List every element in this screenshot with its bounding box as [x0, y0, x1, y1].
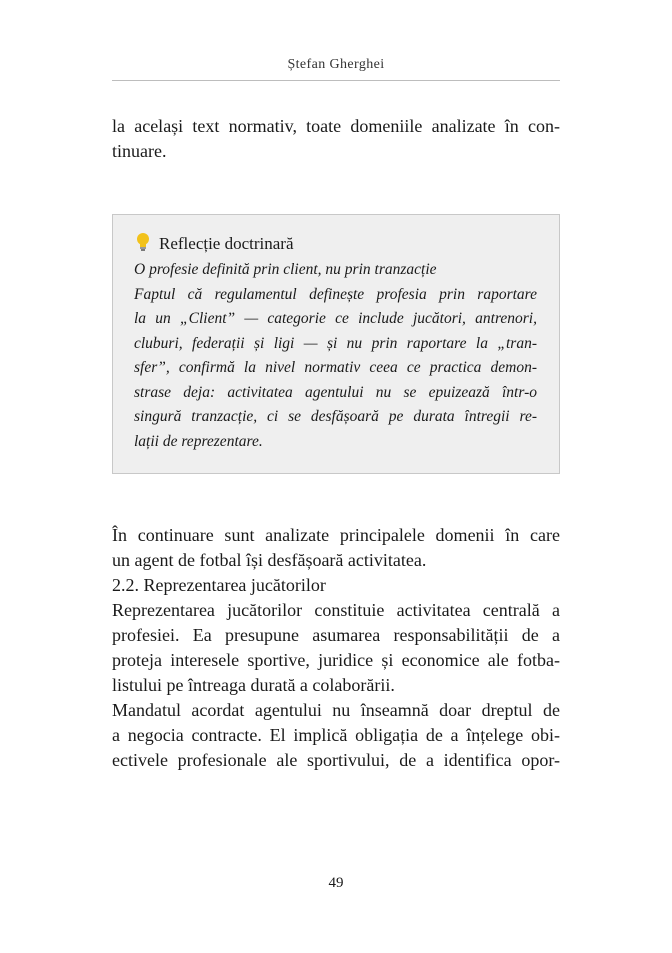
- callout-body: [134, 258, 537, 454]
- header-rule: [112, 80, 560, 81]
- body-line: profesiei. Ea presupune asumarea responsabilității de a: [112, 625, 560, 645]
- running-header-author: Ștefan Gherghei: [287, 57, 385, 72]
- body-line: un agent de fotbal își desfășoară activitatea.: [112, 550, 427, 570]
- page-number: 49: [328, 875, 344, 891]
- callout-line: cluburi, federații și ligi — și nu prin raportare la „tran-: [134, 334, 537, 352]
- lightbulb-icon: [135, 232, 151, 252]
- callout-line: sfer”, confirmă la nivel normativ ceea ce practica demon-: [134, 359, 537, 376]
- intro-paragraph: [112, 114, 560, 164]
- body-line: a negocia contracte. El implică obligația de a înțelege obi-: [112, 725, 560, 745]
- body-line: Mandatul acordat agentului nu înseamnă doar dreptul de: [112, 700, 560, 720]
- callout-line: lații de reprezentare.: [134, 432, 263, 450]
- callout-line: strase deja: activitatea agentului nu se epuizează într-o: [134, 383, 537, 401]
- intro-line: la același text normativ, toate domeniile analizate în con-: [112, 116, 560, 136]
- body-line: listului pe întreaga durată a colaborării.: [112, 675, 395, 695]
- body-line: În continuare sunt analizate principalele domenii în care: [112, 525, 560, 545]
- callout-line: singură tranzacție, ci se desfășoară pe durata întregii re-: [134, 408, 537, 425]
- callout-title-text: Reflecție doctrinară: [159, 234, 294, 253]
- body-text: [112, 523, 560, 773]
- doctrinal-reflection-callout: [112, 214, 560, 474]
- callout-title: [135, 232, 294, 255]
- section-heading: 2.2. Reprezentarea jucătorilor: [112, 575, 326, 595]
- body-line: Reprezentarea jucătorilor constituie activitatea centrală a: [112, 600, 560, 620]
- callout-subtitle: O profesie definită prin client, nu prin tranzacție: [134, 261, 437, 278]
- callout-line: Faptul că regulamentul definește profesia prin raportare: [134, 285, 537, 303]
- callout-line: la un „Client” — categorie ce include jucători, antrenori,: [134, 310, 537, 327]
- intro-line: tinuare.: [112, 141, 167, 161]
- body-line: proteja interesele sportive, juridice și economice ale fotba-: [112, 650, 560, 670]
- body-line: ectivele profesionale ale sportivului, de a identifica opor-: [112, 750, 560, 770]
